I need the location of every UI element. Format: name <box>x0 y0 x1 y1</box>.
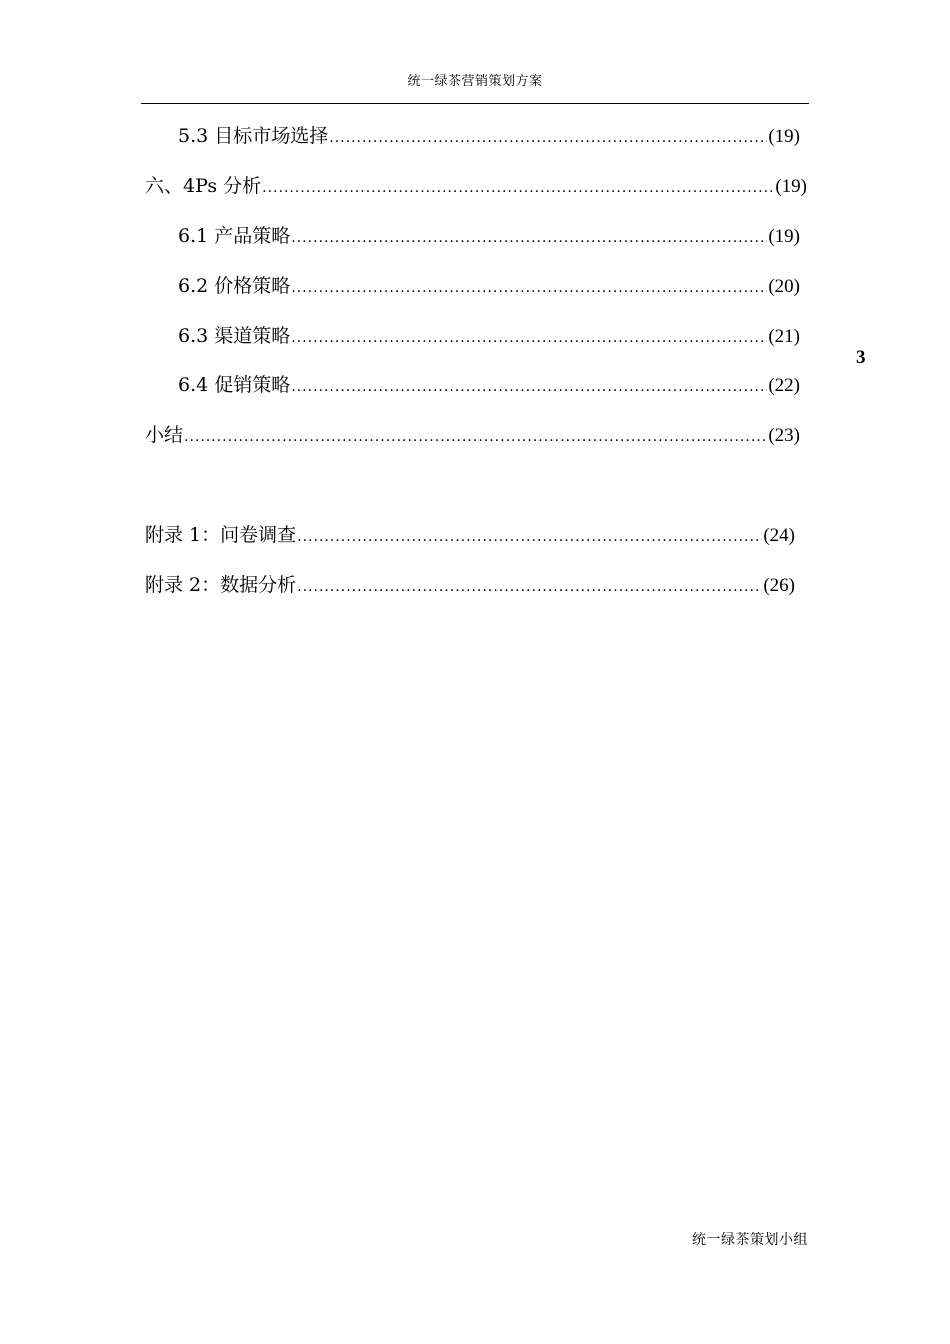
toc-entry-label: 附录 2：数据分析 <box>145 574 297 596</box>
toc-entry-page: (19) <box>775 176 807 197</box>
toc-entry-label: 6.1 产品策略 <box>178 225 291 247</box>
toc-entry-label: 6.2 价格策略 <box>178 275 291 297</box>
toc-entry-label: 5.3 目标市场选择 <box>178 125 329 147</box>
toc-entry-page: (19) <box>768 126 800 147</box>
toc-entry[interactable] <box>145 422 800 448</box>
toc-entry-label: 小结 <box>145 424 184 446</box>
dot-leader <box>184 424 767 448</box>
toc-entry-page: (23) <box>768 425 800 446</box>
dot-leader <box>329 125 767 149</box>
dot-leader <box>291 275 767 299</box>
toc-entry[interactable] <box>145 173 807 199</box>
toc-entry-page: (21) <box>768 326 800 347</box>
dot-leader <box>262 175 774 199</box>
running-header-title: 统一绿茶营销策划方案 <box>407 74 543 89</box>
page-number: 3 <box>856 347 866 368</box>
toc-entry[interactable] <box>178 323 800 349</box>
toc-entry-label: 6.4 促销策略 <box>178 374 291 396</box>
toc-entry[interactable] <box>145 522 795 548</box>
toc-entry-page: (19) <box>768 226 800 247</box>
toc-entry-label: 6.3 渠道策略 <box>178 325 291 347</box>
dot-leader <box>297 574 762 598</box>
toc-entry-page: (20) <box>768 276 800 297</box>
toc-entry-page: (24) <box>763 525 795 546</box>
dot-leader <box>291 225 767 249</box>
toc-entry[interactable] <box>145 572 795 598</box>
toc-entry-label: 六、4Ps 分析 <box>145 175 262 197</box>
dot-leader <box>291 325 767 349</box>
dot-leader <box>297 524 762 548</box>
toc-entry-page: (26) <box>763 575 795 596</box>
toc-entry-label: 附录 1：问卷调查 <box>145 524 297 546</box>
toc-entry[interactable] <box>178 372 800 398</box>
toc-entry-page: (22) <box>768 375 800 396</box>
toc-entry[interactable] <box>178 273 800 299</box>
dot-leader <box>291 374 767 398</box>
toc-entry[interactable] <box>178 223 800 249</box>
toc-entry[interactable] <box>178 123 800 149</box>
header-divider <box>141 103 809 104</box>
footer-group-name: 统一绿茶策划小组 <box>692 1232 808 1248</box>
